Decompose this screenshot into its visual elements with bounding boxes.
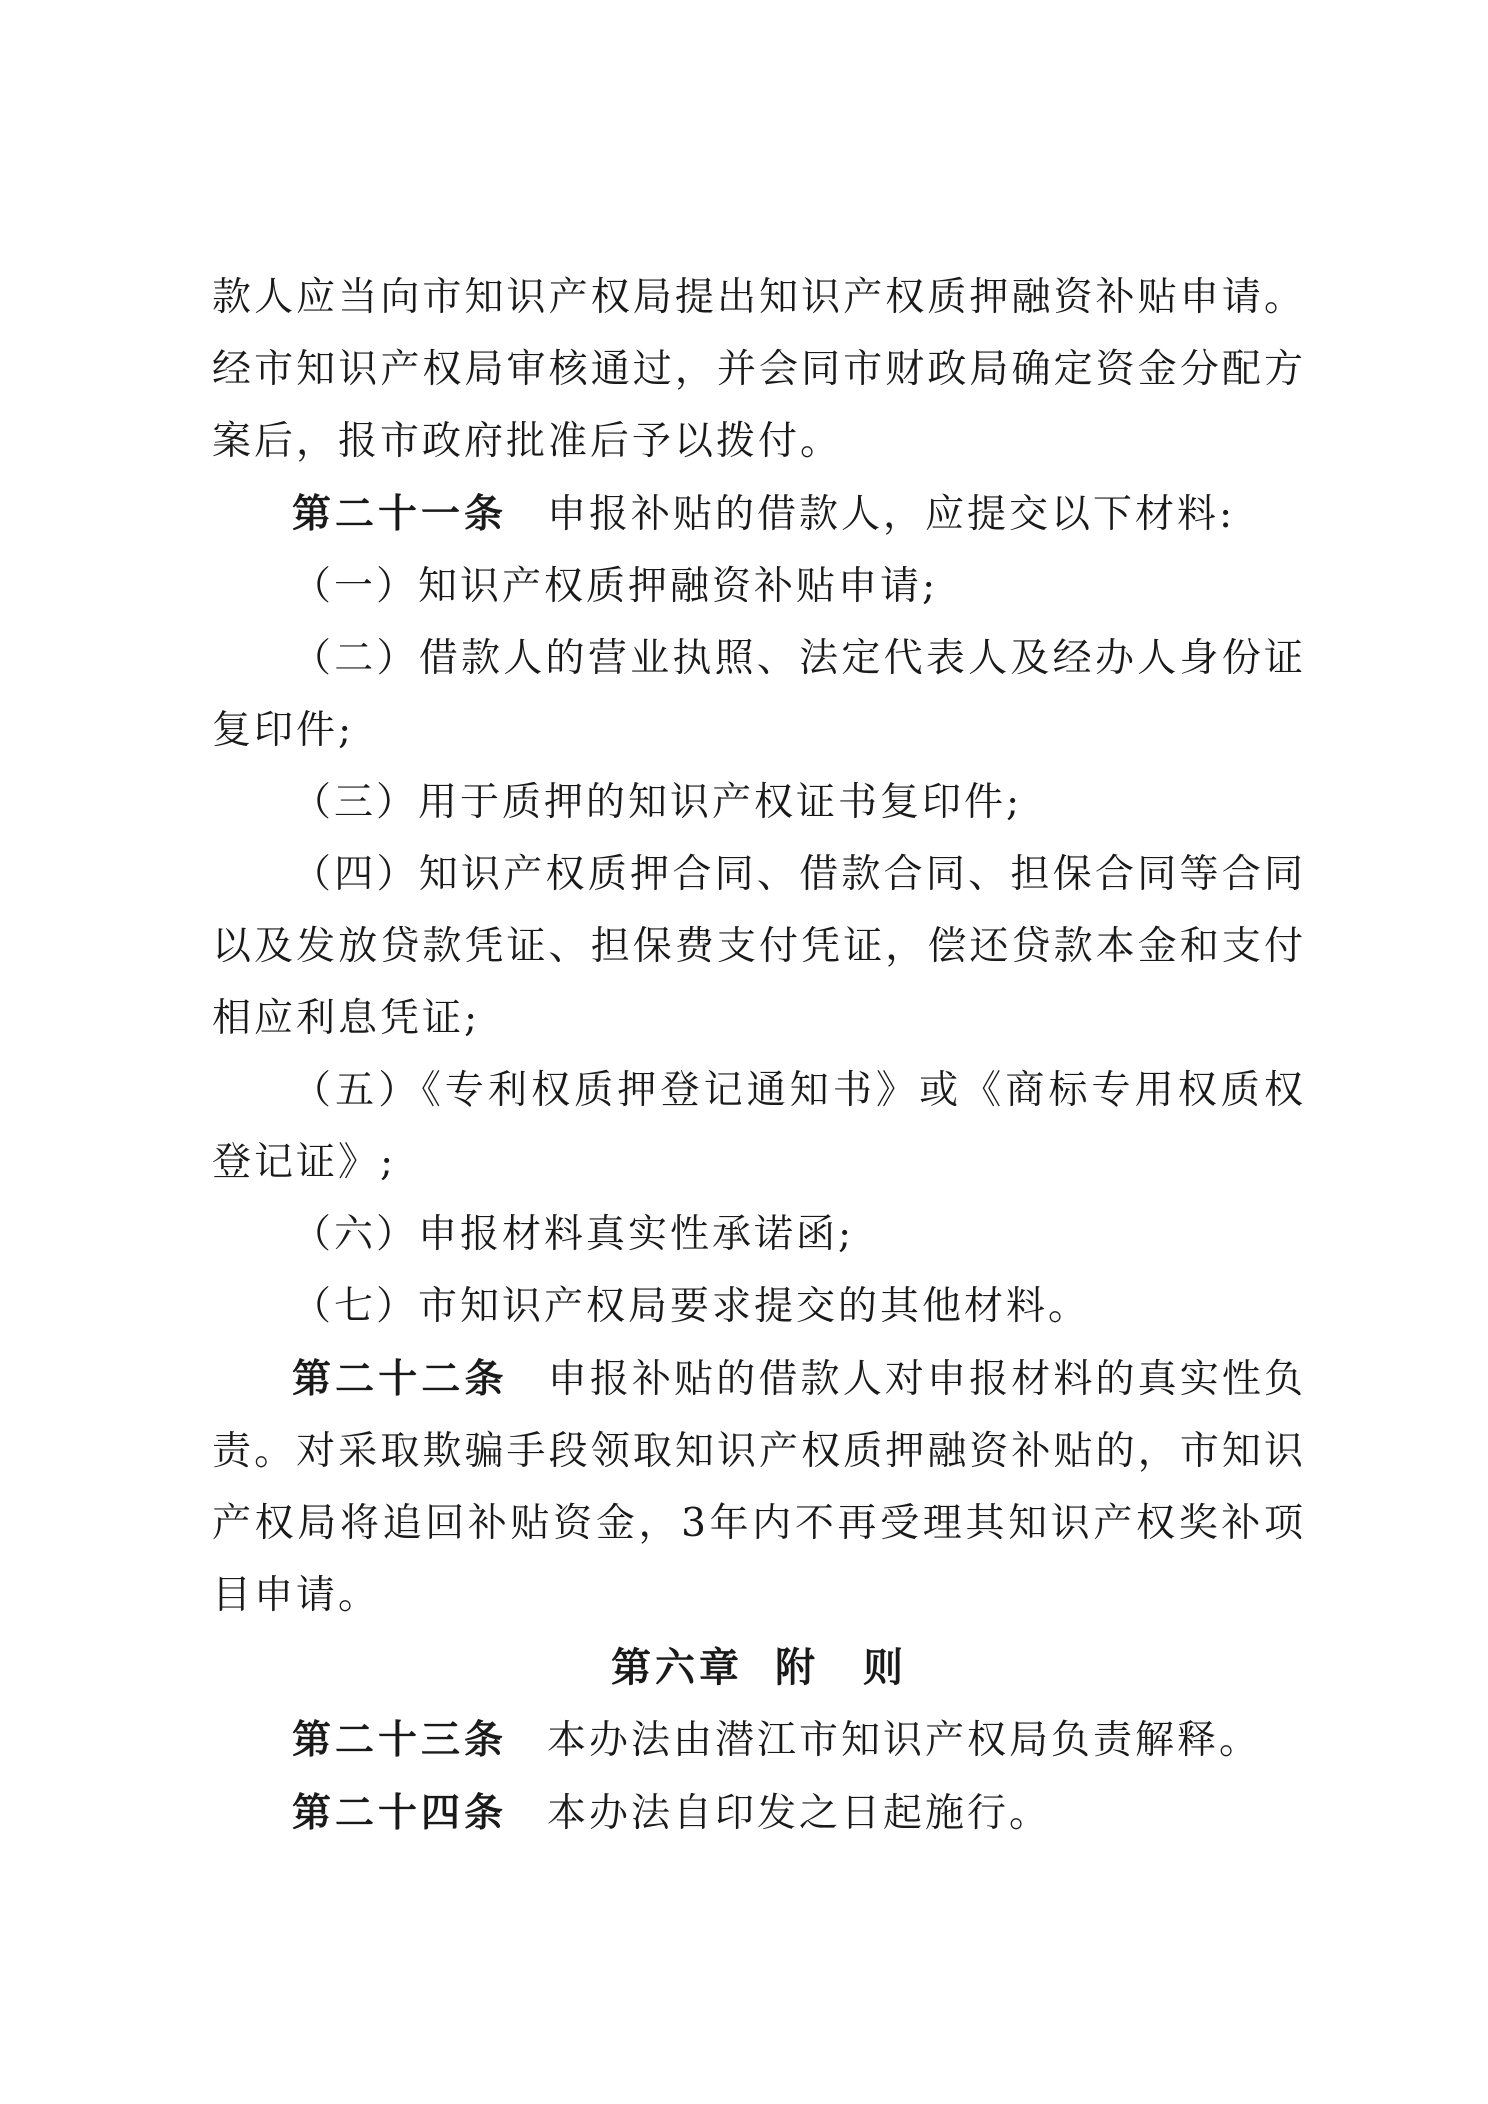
article-23	[212, 1704, 1306, 1777]
article-22	[212, 1343, 1306, 1632]
article-22-title: 第二十二条	[292, 1356, 508, 1402]
article-21-text: 申报补贴的借款人，应提交以下材料:	[547, 492, 1236, 537]
article-24-title: 第二十四条	[292, 1790, 508, 1836]
article-23-text: 本办法由潜江市知识产权局负责解释。	[547, 1718, 1262, 1763]
list-item-4: （四）知识产权质押合同、借款合同、担保合同等合同以及发放贷款凭证、担保费支付凭证，偿还贷款本金和支付相应利息凭证;	[212, 852, 1306, 1041]
paragraph-continuation: 款人应当向市知识产权局提出知识产权质押融资补贴申请。经市知识产权局审核通过，并会同市财政局确定资金分配方案后，报市政府批准后予以拨付。	[212, 275, 1306, 464]
list-item-5: （五）《专利权质押登记通知书》或《商标专用权质权登记证》;	[212, 1068, 1306, 1185]
chapter-heading	[212, 1632, 1306, 1704]
list-item-6: （六）申报材料真实性承诺函;	[292, 1212, 855, 1257]
list-item-1: （一）知识产权质押融资补贴申请;	[292, 564, 939, 609]
article-24	[212, 1777, 1306, 1850]
list-item-2: （二）借款人的营业执照、法定代表人及经办人身份证复印件;	[212, 636, 1306, 753]
list-item-7: （七）市知识产权局要求提交的其他材料。	[292, 1284, 1091, 1329]
list-item-3: （三）用于质押的知识产权证书复印件;	[292, 780, 1023, 825]
document-page	[212, 262, 1306, 1850]
article-21-title: 第二十一条	[292, 491, 508, 537]
chapter-number: 第六章	[611, 1644, 743, 1691]
article-22-text: 申报补贴的借款人对申报材料的真实性负责。对采取欺骗手段领取知识产权质押融资补贴的，市知识产权局将追回补贴资金，3年内不再受理其知识产权奖补项目申请。	[212, 1357, 1306, 1618]
chapter-name: 附 则	[775, 1644, 907, 1691]
article-23-title: 第二十三条	[292, 1717, 508, 1763]
article-21	[212, 478, 1306, 551]
article-24-text: 本办法自印发之日起施行。	[547, 1791, 1052, 1836]
